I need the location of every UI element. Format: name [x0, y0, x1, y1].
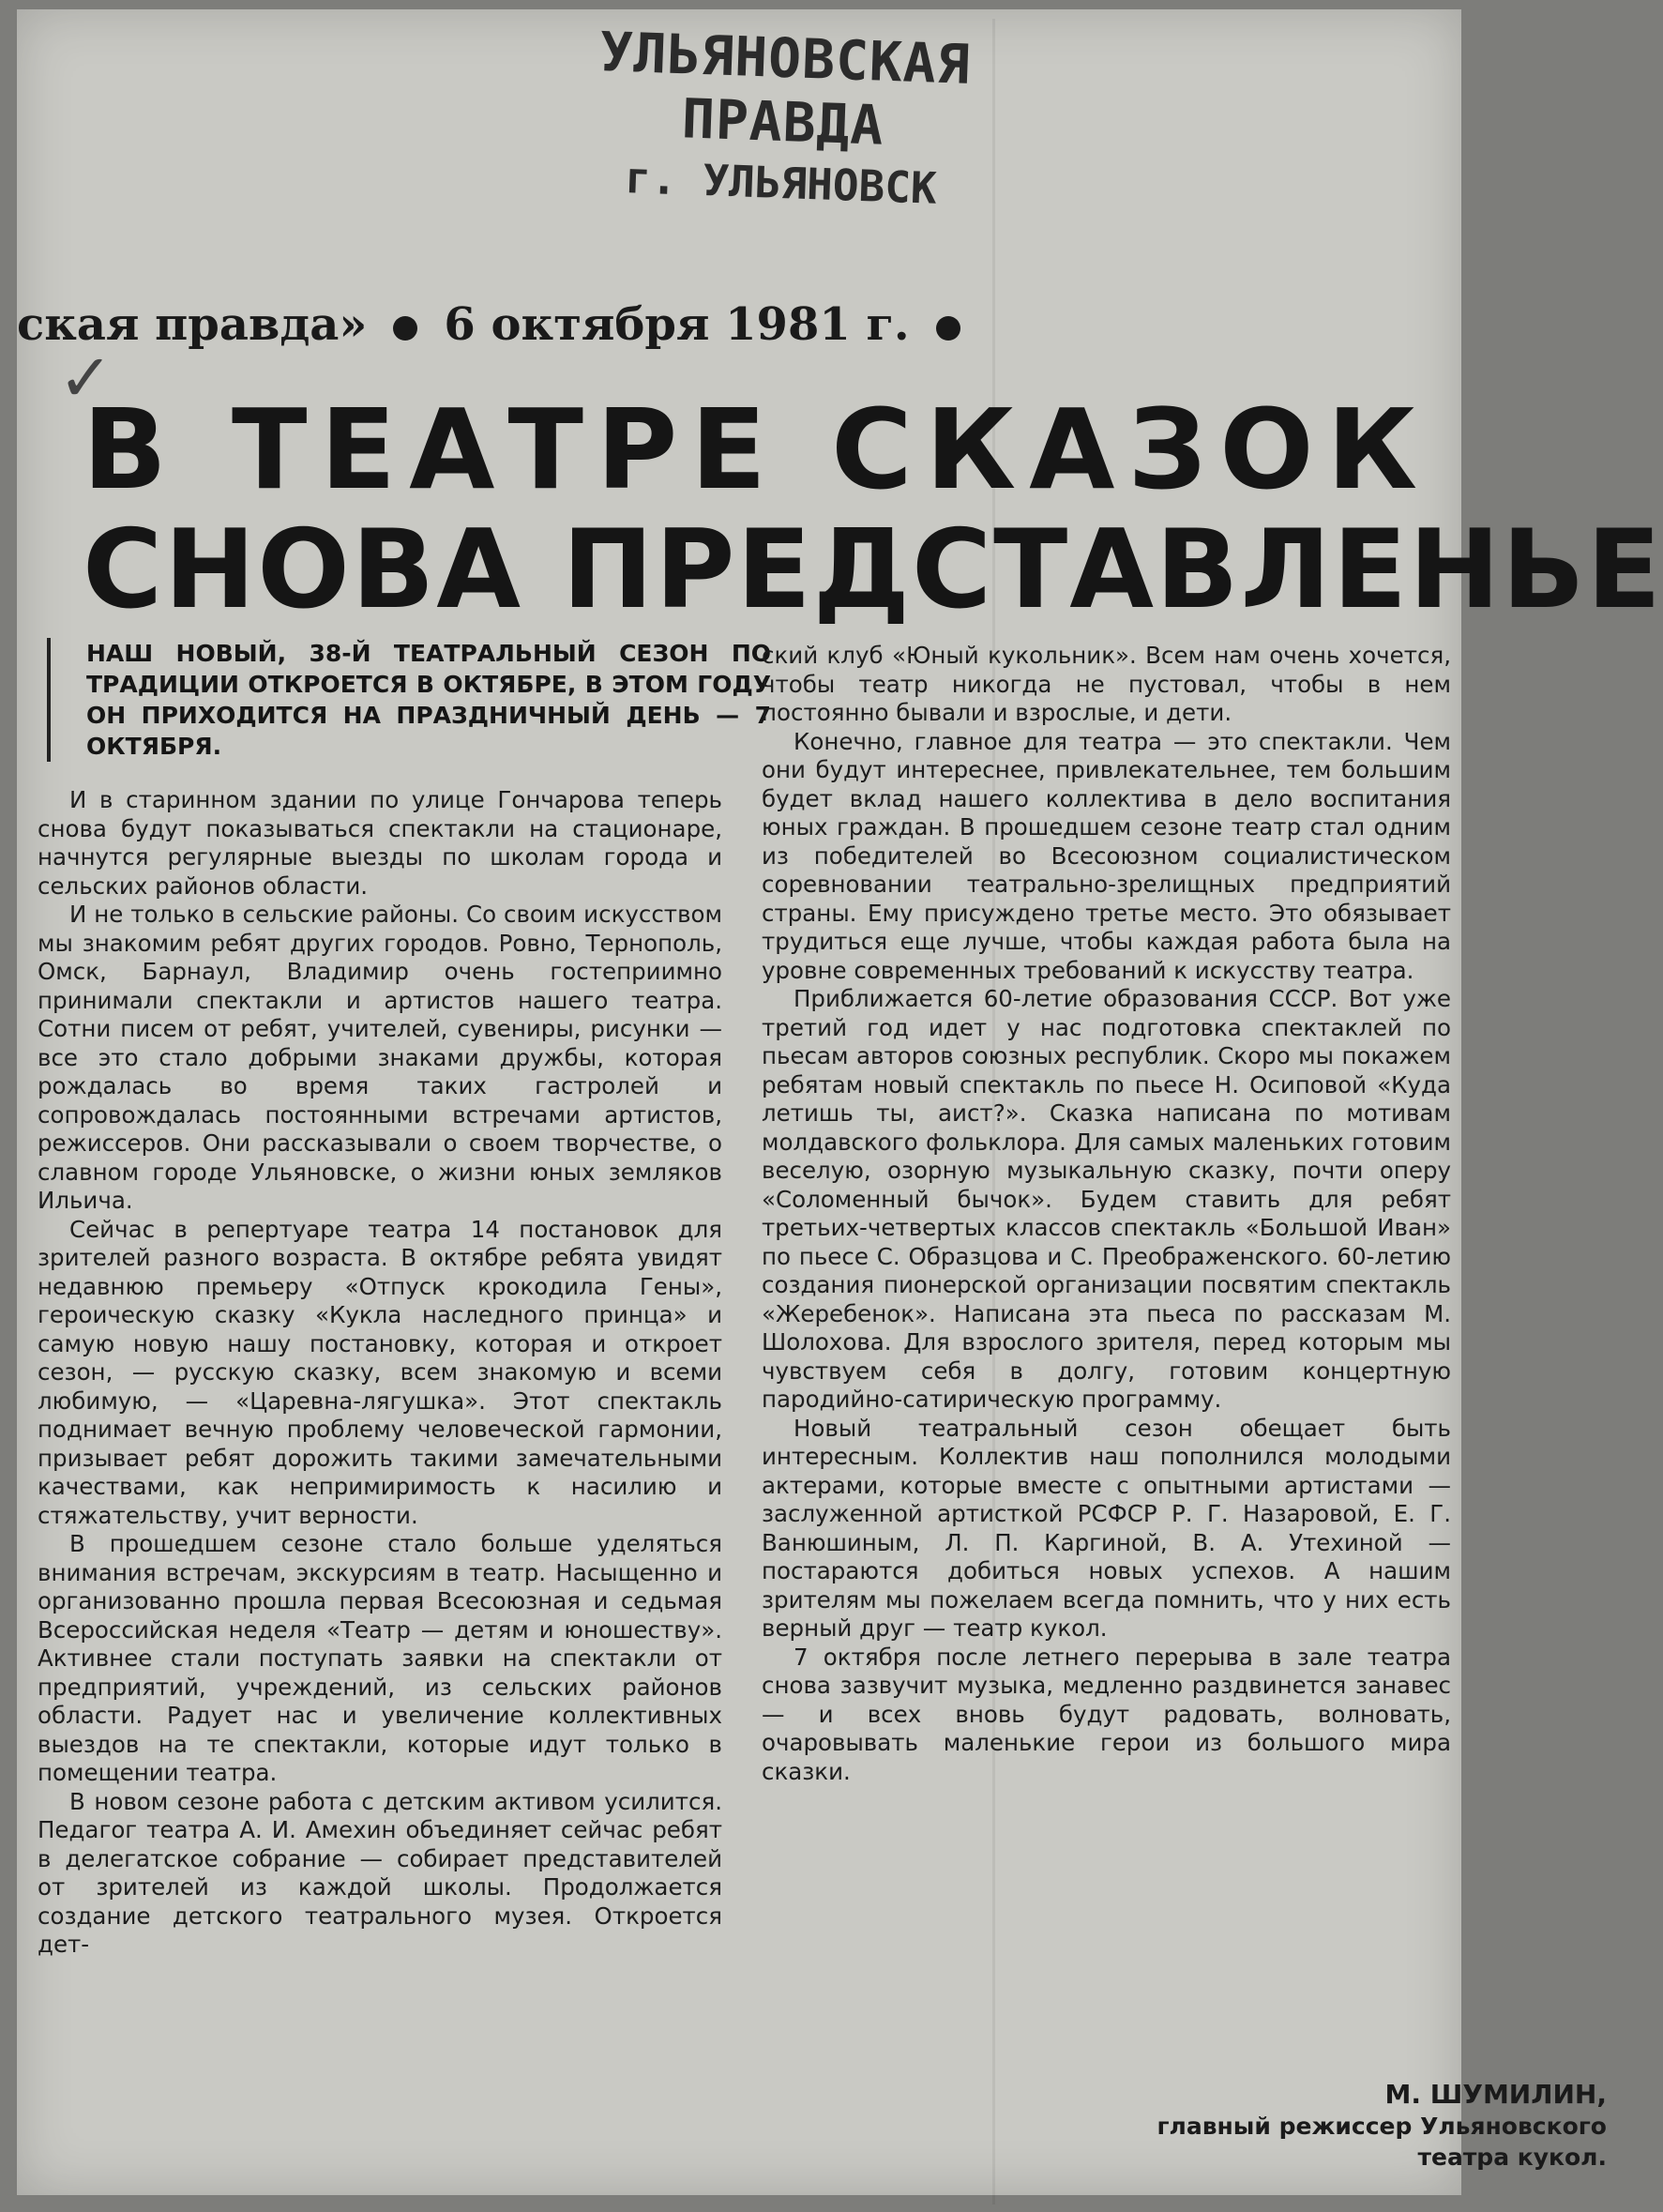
paragraph: ский клуб «Юный кукольник». Всем нам очень хочется, чтобы театр никогда не пустовал, чтобы в нем постоянно бывали и взрослые, и дети. — [762, 642, 1451, 726]
paragraph: И не только в сельские районы. Со своим искусством мы знакомим ребят других городов. Ровно, Тернополь, Омск, Барнаул, Владимир очень гостеприимно принимали спектакли и артистов нашего театра. Сотни писем от ребят, учителей, сувениры, рисунки — все это стало добрыми знаками дружбы, которая рождалась во время таких гастролей и сопровождалась постоянными встречами артистов, режиссеров. Они рассказывали о своем творчестве, о славном городе Ульяновске, о жизни юных земляков Ильича. — [38, 901, 722, 1214]
article-column-left — [38, 786, 722, 1960]
headline-line-1: В ТЕАТРЕ СКАЗОК — [83, 385, 1431, 514]
paragraph: В новом сезоне работа с детским активом усилится. Педагог театра А. И. Амехин объединяет сейчас ребят в делегатское собрание — собирает представителей от зрителей из каждой школы. Продолжается создание детского театрального музея. Откроется дет- — [38, 1787, 722, 1958]
paragraph: Приближается 60-летие образования СССР. Вот уже третий год идет у нас подготовка спектаклей по пьесам авторов союзных республик. Скоро мы покажем ребятам новый спектакль по пьесе Н. Осиповой «Куда летишь ты, аист?». Сказка написана по мотивам молдавского фольклора. Для самых маленьких готовим веселую, озорную музыкальную сказку, почти оперу «Соломенный бычок». Будем ставить для ребят третьих-четвертых классов спектакль «Большой Иван» по пьесе С. Образцова и С. Преображенского. 60-летию создания пионерской организации посвятим спектакль «Жеребенок». Написана эта пьеса по рассказам М. Шолохова. Для взрослого зрителя, перед которым мы чувствуем себя в долгу, готовим концертную пародийно-сатирическую программу. — [762, 985, 1451, 1413]
masthead-fragment: ская правда» — [17, 298, 368, 351]
lead-paragraph: НАШ НОВЫЙ, 38-Й ТЕАТРАЛЬНЫЙ СЕЗОН ПО ТРАДИЦИИ ОТКРОЕТСЯ В ОКТЯБРЕ, В ЭТОМ ГОДУ ОН ПРИХОДИТСЯ НА ПРАЗДНИЧНЫЙ ДЕНЬ — 7 ОКТЯБРЯ. — [47, 638, 771, 762]
author-title-line-1: главный режиссер Ульяновского — [1157, 2113, 1607, 2141]
bullet-dot-icon — [936, 316, 960, 341]
author-title-line-2: театра кукол. — [1417, 2143, 1607, 2171]
headline-line-2: СНОВА ПРЕДСТАВЛЕНЬЕ — [83, 507, 1663, 633]
library-stamp — [537, 18, 1030, 217]
headline — [83, 385, 1663, 633]
author-signature — [1157, 2078, 1607, 2173]
author-name: М. ШУМИЛИН, — [1384, 2079, 1607, 2110]
paragraph: 7 октября после летнего перерыва в зале театра снова зазвучит музыка, медленно раздвинется занавес — и всех вновь будут радовать, волновать, очаровывать маленькие герои из большого мира сказки. — [762, 1643, 1451, 1785]
bullet-dot-icon — [393, 316, 417, 341]
checkmark-icon: ✓ — [58, 340, 113, 417]
paragraph: И в старинном здании по улице Гончарова теперь снова будут показываться спектакли на стационаре, начнутся регулярные выезды по школам города и сельских районов области. — [38, 786, 722, 900]
issue-date: 6 октября 1981 г. — [444, 298, 910, 351]
stamp-line-1: УЛЬЯНОВСКАЯ ПРАВДА — [598, 20, 972, 158]
paragraph: В прошедшем сезоне стало больше уделяться внимания встречам, экскурсиям в театр. Насыщенно и организованно прошла первая Всесоюзная и седьмая Всероссийская неделя «Театр — детям и юношеству». Активнее стали поступать заявки на спектакли от предприятий, учреждений, из сельских районов области. Радует нас и увеличение коллективных выездов на те спектакли, которые идут только в помещении театра. — [38, 1530, 722, 1786]
paragraph: Конечно, главное для театра — это спектакли. Чем они будут интереснее, привлекательнее, тем большим будет вклад нашего коллектива в дело воспитания юных граждан. В прошедшем сезоне театр стал одним из победителей во Всесоюзном социалистическом соревновании театрально-зрелищных предприятий страны. Ему присуждено третье место. Это обязывает трудиться еще лучше, чтобы каждая работа была на уровне современных требований к искусству театра. — [762, 727, 1451, 984]
paragraph: Сейчас в репертуаре театра 14 постановок для зрителей разного возраста. В октябре ребята увидят недавнюю премьеру «Отпуск крокодила Гены», героическую сказку «Кукла наследного принца» и самую новую нашу постановку, которая и откроет сезон, — русскую сказку, всем знакомую и всеми любимую, — «Царевна-лягушка». Этот спектакль поднимает вечную проблему человеческой гармонии, призывает ребят дорожить такими замечательными качествами, как непримиримость к насилию и стяжательству, учит верности. — [38, 1215, 722, 1529]
paragraph: Новый театральный сезон обещает быть интересным. Коллектив наш пополнился молодыми актерами, которые вместе с опытными артистами — заслуженной артисткой РСФСР Р. Г. Назаровой, Е. Г. Ванюшиным, Л. П. Каргиной, В. А. Утехиной — постараются добиться новых успехов. А нашим зрителям мы пожелаем всегда помнить, что у них есть верный друг — театр кукол. — [762, 1414, 1451, 1642]
dateline — [17, 298, 992, 351]
stamp-line-2: г. УЛЬЯНОВСК — [624, 152, 938, 214]
article-column-right — [762, 642, 1451, 1786]
